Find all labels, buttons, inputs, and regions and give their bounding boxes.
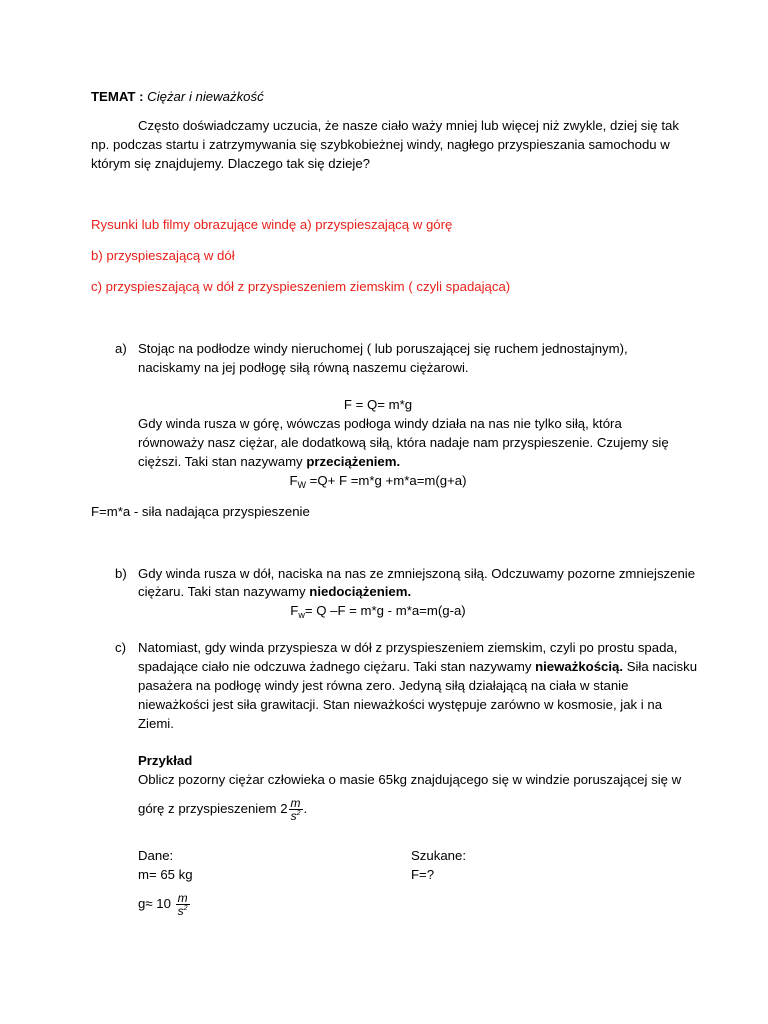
topic-line bbox=[91, 89, 264, 105]
topic-title: Ciężar i nieważkość bbox=[147, 89, 264, 104]
section-c-line-5: Ziemi. bbox=[138, 716, 174, 731]
formula-overload-rest: =Q+ F =m*g +m*a=m(g+a) bbox=[306, 473, 467, 488]
red-note-2: b) przyspieszającą w dół bbox=[91, 248, 235, 263]
given-label: Dane: bbox=[138, 848, 174, 863]
section-b-line-2 bbox=[138, 584, 411, 600]
fraction-g-den-unit: s bbox=[177, 904, 184, 919]
red-note-3: c) przyspieszającą w dół z przyspieszeniem ziemskim ( czyli spadająca) bbox=[91, 279, 511, 294]
given-g-text: g≈ 10 bbox=[138, 896, 175, 911]
section-b-line-2-text: ciężaru. Taki stan nazywamy bbox=[138, 584, 310, 599]
intro-line-1: Często doświadczamy uczucia, że nasze ciało waży mniej lub więcej niż zwykle, dziej się tak bbox=[138, 118, 679, 133]
section-a-line-5-text: cięższi. Taki stan nazywamy bbox=[138, 454, 307, 469]
section-a-line-3: Gdy winda rusza w górę, wówczas podłoga windy działa na nas nie tylko siłą, która bbox=[138, 416, 622, 431]
example-line-1: Oblicz pozorny ciężar człowieka o masie 65kg znajdującego się w windzie poruszającej się w bbox=[138, 772, 682, 787]
given-g bbox=[138, 889, 191, 919]
section-c-line-2-text: spadające ciało nie odczuwa żadnego ciężaru. Taki stan nazywamy bbox=[138, 659, 536, 674]
example-line-2 bbox=[138, 794, 307, 824]
section-c-line-2-tail: Siła nacisku bbox=[623, 659, 698, 674]
term-overload: przeciążeniem. bbox=[306, 454, 401, 469]
section-a-line-1: Stojąc na podłodze windy nieruchomej ( lub poruszającej się ruchem jednostajnym), bbox=[138, 341, 628, 356]
fraction-numerator: m bbox=[290, 796, 301, 811]
fraction-g-denominator bbox=[176, 905, 190, 917]
formula-underload-sub: w bbox=[298, 610, 305, 620]
fraction-g-den-exp: 2 bbox=[183, 905, 188, 913]
formula-overload-f: F bbox=[289, 473, 298, 488]
sought-value: F=? bbox=[411, 867, 435, 882]
fraction-den-exp: 2 bbox=[296, 810, 301, 818]
section-a-line-5 bbox=[138, 454, 400, 470]
fraction-m-s2 bbox=[289, 797, 303, 822]
example-line-2-text: górę z przyspieszeniem 2 bbox=[138, 801, 288, 816]
formula-f-q: F = Q= m*g bbox=[343, 397, 413, 412]
topic-label: TEMAT : bbox=[91, 89, 144, 104]
example-line-2-end: . bbox=[303, 801, 308, 816]
section-c-line-1: Natomiast, gdy winda przyspiesza w dół z przyspieszeniem ziemskim, czyli po prostu spada, bbox=[138, 640, 678, 655]
red-note-1: Rysunki lub filmy obrazujące windę a) przyspieszającą w górę bbox=[91, 217, 453, 232]
given-mass: m= 65 kg bbox=[138, 867, 193, 882]
note-fma: F=m*a - siła nadająca przyspieszenie bbox=[91, 504, 310, 519]
formula-overload bbox=[138, 473, 618, 489]
formula-underload bbox=[138, 603, 618, 619]
section-a-line-2: naciskamy na jej podłogę siłą równą naszemu ciężarowi. bbox=[138, 360, 469, 375]
formula-overload-sub: W bbox=[297, 480, 307, 490]
section-b-marker: b) bbox=[115, 566, 127, 581]
example-heading: Przykład bbox=[138, 753, 193, 768]
section-c-line-4: nieważkości jest siła grawitacji. Stan nieważkości występuje zarówno w kosmosie, jak i na bbox=[138, 697, 663, 712]
intro-line-2: np. podczas startu i zatrzymywania się szybkobieżnej windy, nagłego przyspieszania samochodu w bbox=[91, 137, 670, 152]
section-a-marker: a) bbox=[115, 341, 127, 356]
fraction-denominator bbox=[289, 810, 303, 822]
section-b-line-1: Gdy winda rusza w dół, naciska na nas ze zmniejszoną siłą. Odczuwamy pozorne zmniejszenie bbox=[138, 566, 696, 581]
term-underload: niedociążeniem. bbox=[309, 584, 412, 599]
formula-underload-f: F bbox=[290, 603, 299, 618]
term-weightlessness: nieważkością. bbox=[535, 659, 624, 674]
section-c-line-2 bbox=[138, 659, 697, 675]
section-c-marker: c) bbox=[115, 640, 126, 655]
fraction-g-numerator: m bbox=[177, 891, 188, 906]
section-a-line-4: równoważy nasz ciężar, ale dodatkową siłą, która nadaje nam przyspieszenie. Czujemy się bbox=[138, 435, 669, 450]
fraction-den-unit: s bbox=[290, 809, 297, 824]
sought-label: Szukane: bbox=[411, 848, 466, 863]
formula-underload-rest: = Q –F = m*g - m*a=m(g-a) bbox=[304, 603, 466, 618]
intro-line-3: którym się znajdujemy. Dlaczego tak się dzieje? bbox=[91, 156, 371, 171]
fraction-g-unit bbox=[176, 892, 190, 917]
section-c-line-3: pasażera na podłogę windy jest równa zero. Jedyną siłą działającą na ciała w stanie bbox=[138, 678, 629, 693]
